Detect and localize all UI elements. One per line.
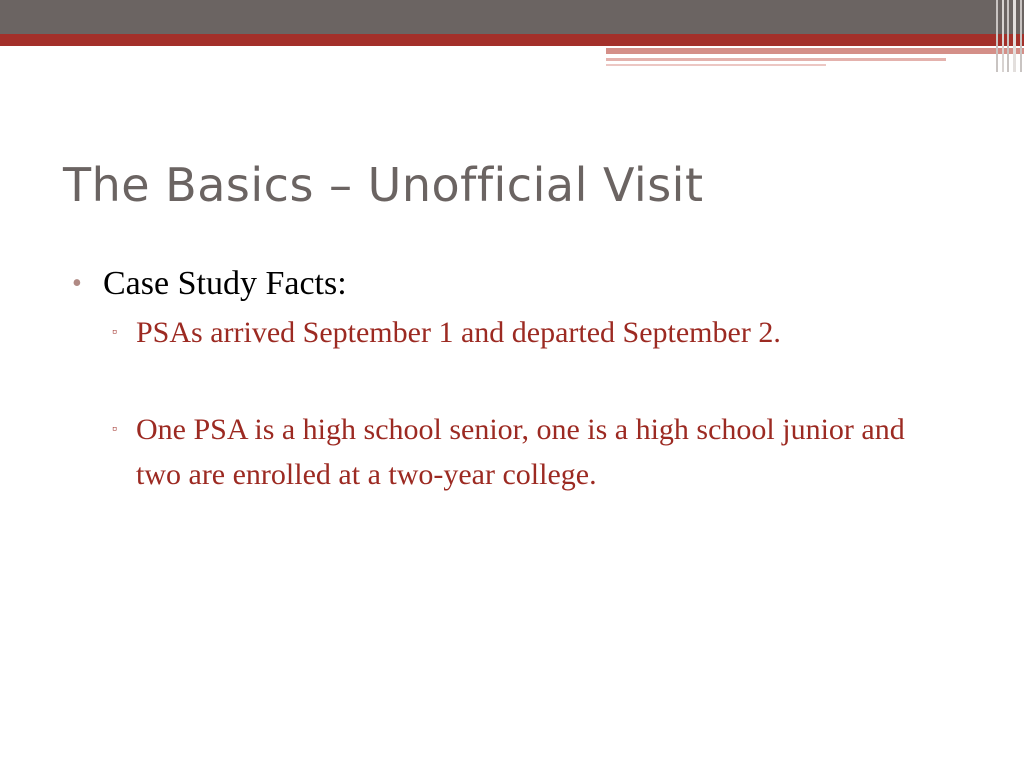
decorative-line [606, 48, 1024, 54]
sub-bullet-item [112, 310, 972, 355]
sub-bullet-icon: ▫ [112, 422, 117, 437]
stripe [1007, 0, 1009, 72]
sub-bullet-icon: ▫ [112, 325, 117, 340]
sub-bullet-text: PSAs arrived September 1 and departed September 2. [136, 316, 781, 349]
stripe [996, 0, 998, 72]
slide-content [72, 262, 972, 497]
decorative-line [606, 64, 826, 66]
bullet-icon: • [72, 268, 82, 299]
header-bar [0, 0, 1024, 34]
sub-bullet-item [112, 407, 972, 497]
bullet-item [72, 262, 972, 306]
sub-bullet-text: One PSA is a high school senior, one is a high school junior and two are enrolled at a two-year college. [136, 413, 905, 491]
decorative-line [606, 58, 946, 61]
stripe [1013, 0, 1016, 72]
decorative-stripes [994, 0, 1024, 72]
slide-title: The Basics – Unofficial Visit [63, 158, 704, 212]
bullet-text: Case Study Facts: [103, 265, 347, 302]
stripe [1002, 0, 1004, 72]
stripe [1020, 0, 1022, 72]
accent-band [0, 34, 1024, 46]
